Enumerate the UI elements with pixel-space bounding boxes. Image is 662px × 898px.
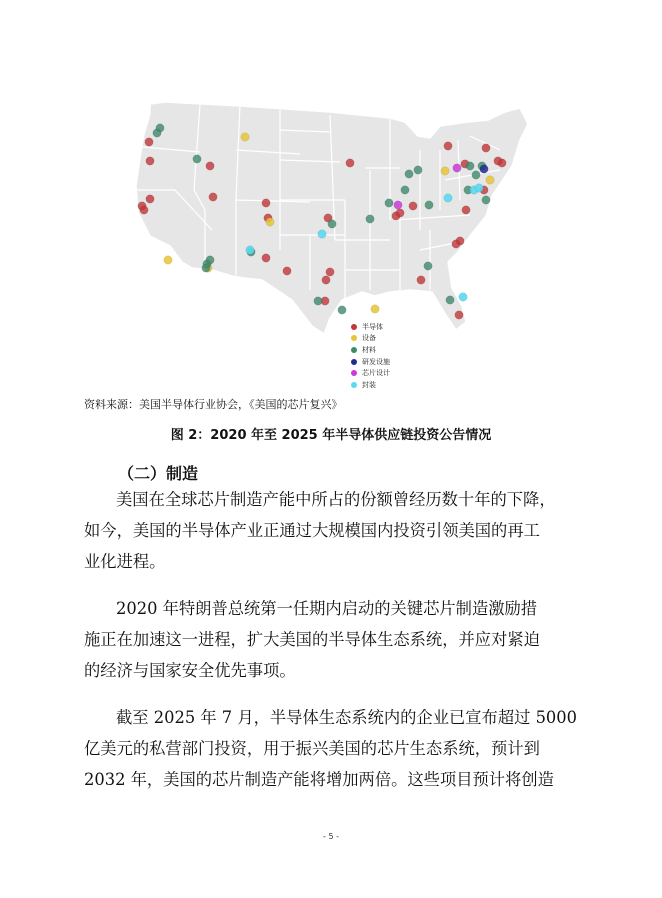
paragraph-1: [84, 484, 584, 577]
page-number: - 5 -: [323, 832, 339, 841]
paragraph-line: 2020 年特朗普总统第一任期内启动的关键芯片制造激励措: [116, 599, 538, 618]
paragraph-line: 截至 2025 年 7 月，半导体生态系统内的企业已宣布超过 5000: [116, 708, 578, 727]
paragraph-line: 的经济与国家安全优先事项。: [84, 661, 296, 680]
paragraph-line: 2032 年，美国的芯片制造产能将增加两倍。这些项目预计将创造: [84, 770, 554, 789]
paragraph-3: [84, 702, 584, 795]
legend-dot: [351, 347, 357, 353]
legend-label: 芯片设计: [362, 369, 390, 378]
legend-label: 设备: [362, 334, 376, 343]
legend-label: 材料: [362, 345, 376, 354]
legend-dot: [351, 335, 357, 341]
figure-source: 资料来源：美国半导体行业协会，《美国的芯片复兴》: [84, 398, 343, 411]
paragraph-line: 美国在全球芯片制造产能中所占的份额曾经历数十年的下降，: [116, 490, 556, 509]
paragraph-line: 业化进程。: [84, 552, 166, 571]
legend-item: [351, 367, 441, 379]
legend-dot: [351, 359, 357, 365]
section-heading: （二）制造: [118, 464, 199, 483]
legend-label: 封装: [362, 380, 376, 389]
legend-label: 研发设施: [362, 357, 390, 366]
paragraph-line: 如今，美国的半导体产业正通过大规模国内投资引领美国的再工: [84, 521, 540, 540]
legend-label: 半导体: [362, 322, 383, 331]
legend-item: [351, 321, 441, 333]
legend-item: [351, 379, 441, 391]
legend-item: [351, 333, 441, 345]
legend-dot: [351, 370, 357, 376]
paragraph-2: [84, 593, 584, 686]
legend-dot: [351, 324, 357, 330]
legend-item: [351, 344, 441, 356]
paragraph-line: 亿美元的私营部门投资，用于振兴美国的芯片生态系统，预计到: [84, 739, 540, 758]
legend-item: [351, 356, 441, 368]
us-investment-map: [0, 0, 662, 400]
map-legend: [351, 321, 441, 391]
figure-caption: 图 2：2020 年至 2025 年半导体供应链投资公告情况: [170, 428, 492, 443]
legend-dot: [351, 382, 357, 388]
paragraph-line: 施正在加速这一进程，扩大美国的半导体生态系统，并应对紧迫: [84, 630, 540, 649]
